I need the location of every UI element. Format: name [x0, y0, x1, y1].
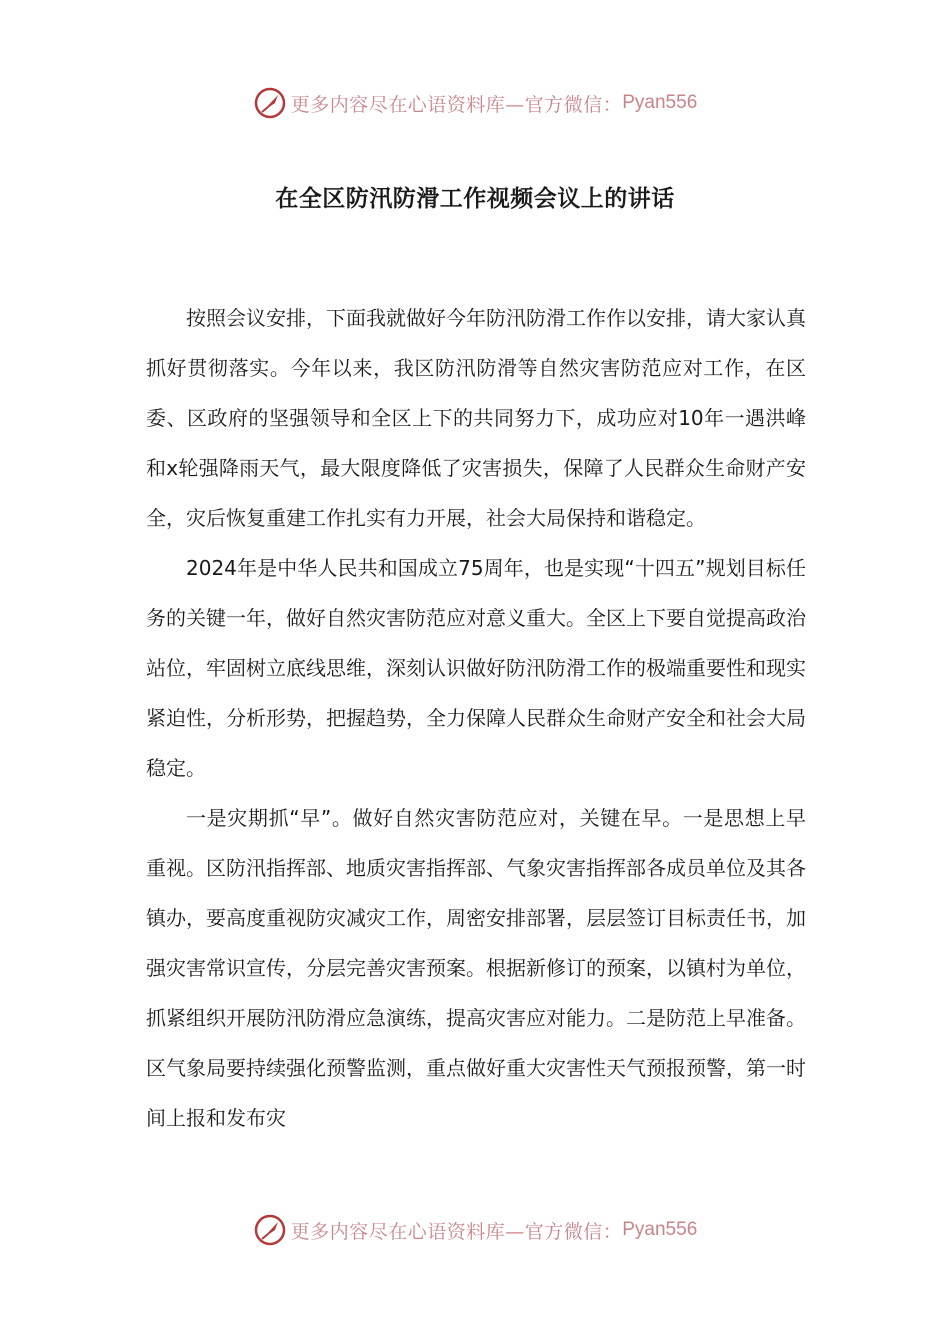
paragraph-2: 2024年是中华人民共和国成立75周年，也是实现“十四五”规划目标任务的关键一年，做好自然灾害防范应对意义重大。全区上下要自觉提高政治站位，牢固树立底线思维，深刻认识做好防汛防滑工作的极端重要性和现实紧迫性，分析形势，把握趋势，全力保障人民群众生命财产安全和社会大局稳定。	[146, 556, 806, 780]
watermark-wechat-id: Pyan556	[622, 1219, 698, 1240]
paragraph-1: 按照会议安排，下面我就做好今年防汛防滑工作作以安排，请大家认真抓好贯彻落实。今年以来，我区防汛防滑等自然灾害防范应对工作，在区委、区政府的坚强领导和全区上下的共同努力下，成功应对10年一遇洪峰和x轮强降雨天气，最大限度降低了灾害损失，保障了人民群众生命财产安全，灾后恢复重建工作扎实有力开展，社会大局保持和谐稳定。	[146, 306, 806, 530]
watermark-wechat-id: Pyan556	[622, 92, 698, 113]
footer-watermark-banner	[0, 1210, 950, 1250]
watermark-text: 更多内容尽在心语资料库—官方微信：	[290, 93, 623, 116]
paragraph-3: 一是灾期抓“早”。做好自然灾害防范应对，关键在早。一是思想上早重视。区防汛指挥部、地质灾害指挥部、气象灾害指挥部各成员单位及其各镇办，要高度重视防灾减灾工作，周密安排部署，层层签订目标责任书，加强灾害常识宣传，分层完善灾害预案。根据新修订的预案，以镇村为单位，抓紧组织开展防汛防滑应急演练，提高灾害应对能力。二是防范上早准备。区气象局要持续强化预警监测，重点做好重大灾害性天气预报预警，第一时间上报和发布灾	[146, 806, 806, 1130]
watermark-text: 更多内容尽在心语资料库—官方微信：	[290, 1220, 623, 1243]
quill-logo-icon	[253, 1213, 287, 1247]
header-watermark-banner	[0, 83, 950, 123]
quill-logo-icon	[253, 86, 287, 120]
document-title: 在全区防汛防滑工作视频会议上的讲话	[275, 186, 675, 212]
document-body	[146, 293, 806, 1143]
